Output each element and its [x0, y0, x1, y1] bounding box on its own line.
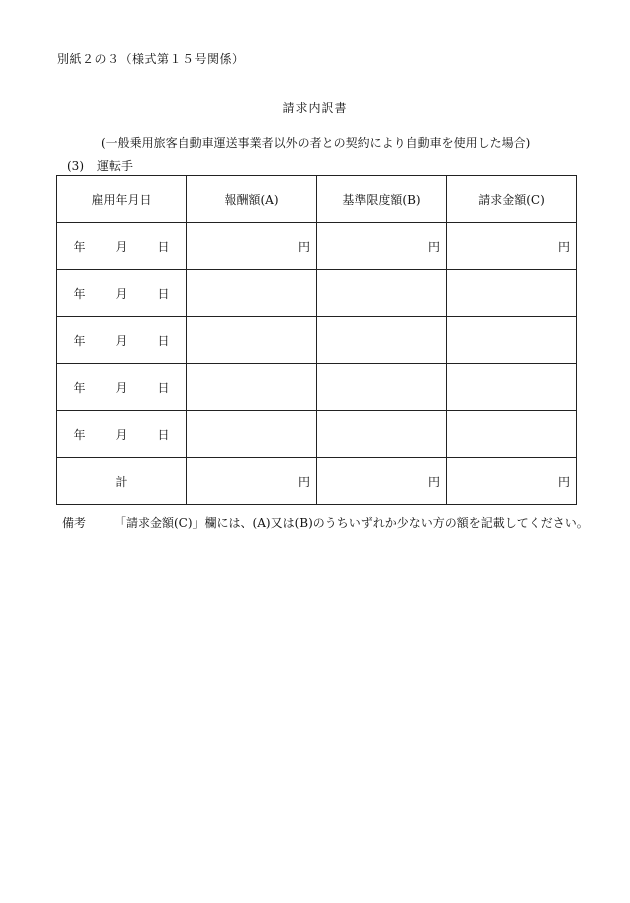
- remarks-label: 備考: [62, 516, 87, 530]
- total-label: 計: [57, 458, 187, 505]
- table-row: [57, 223, 577, 270]
- total-claim-amount-cell: 円: [447, 458, 577, 505]
- remuneration-cell: 円: [187, 223, 317, 270]
- remarks: [62, 514, 589, 531]
- date-day-label: 日: [157, 333, 170, 348]
- document-subtitle: (一般乗用旅客自動車運送事業者以外の者との契約により自動車を使用した場合): [101, 136, 531, 150]
- claim-amount-cell: 円: [447, 223, 577, 270]
- date-year-label: 年: [73, 427, 86, 442]
- standard-limit-cell: [317, 270, 447, 317]
- section-number: (3): [67, 159, 84, 173]
- employment-date-cell: [57, 223, 187, 270]
- section-heading: [67, 157, 133, 174]
- header-standard-limit: 基準限度額(B): [317, 176, 447, 223]
- date-month-label: 月: [115, 286, 128, 301]
- date-day-label: 日: [157, 239, 170, 254]
- date-month-label: 月: [115, 427, 128, 442]
- table-row: [57, 411, 577, 458]
- table-row: [57, 270, 577, 317]
- date-month-label: 月: [115, 380, 128, 395]
- document-title: 請求内訳書: [282, 101, 348, 115]
- remuneration-cell: [187, 317, 317, 364]
- header-remuneration: 報酬額(A): [187, 176, 317, 223]
- standard-limit-cell: 円: [317, 223, 447, 270]
- total-row: [57, 458, 577, 505]
- attachment-label: 別紙２の３（様式第１５号関係）: [57, 52, 245, 66]
- claim-amount-cell: [447, 270, 577, 317]
- table-row: [57, 317, 577, 364]
- date-day-label: 日: [157, 427, 170, 442]
- employment-date-cell: [57, 270, 187, 317]
- employment-date-cell: [57, 317, 187, 364]
- header-row: [57, 176, 577, 223]
- date-year-label: 年: [73, 239, 86, 254]
- claim-amount-cell: [447, 411, 577, 458]
- date-year-label: 年: [73, 380, 86, 395]
- header-claim-amount: 請求金額(C): [447, 176, 577, 223]
- remuneration-cell: [187, 364, 317, 411]
- date-year-label: 年: [73, 286, 86, 301]
- standard-limit-cell: [317, 364, 447, 411]
- remarks-text: 「請求金額(C)」欄には、(A)又は(B)のうちいずれか少ない方の額を記載してください。: [114, 516, 589, 530]
- date-month-label: 月: [115, 333, 128, 348]
- date-day-label: 日: [157, 380, 170, 395]
- claim-amount-cell: [447, 364, 577, 411]
- standard-limit-cell: [317, 411, 447, 458]
- remuneration-cell: [187, 411, 317, 458]
- total-remuneration-cell: 円: [187, 458, 317, 505]
- breakdown-table: [56, 175, 577, 505]
- total-standard-limit-cell: 円: [317, 458, 447, 505]
- section-label: 運転手: [97, 159, 134, 173]
- claim-amount-cell: [447, 317, 577, 364]
- employment-date-cell: [57, 364, 187, 411]
- date-day-label: 日: [157, 286, 170, 301]
- table-row: [57, 364, 577, 411]
- standard-limit-cell: [317, 317, 447, 364]
- date-year-label: 年: [73, 333, 86, 348]
- date-month-label: 月: [115, 239, 128, 254]
- remuneration-cell: [187, 270, 317, 317]
- employment-date-cell: [57, 411, 187, 458]
- header-employment-date: 雇用年月日: [57, 176, 187, 223]
